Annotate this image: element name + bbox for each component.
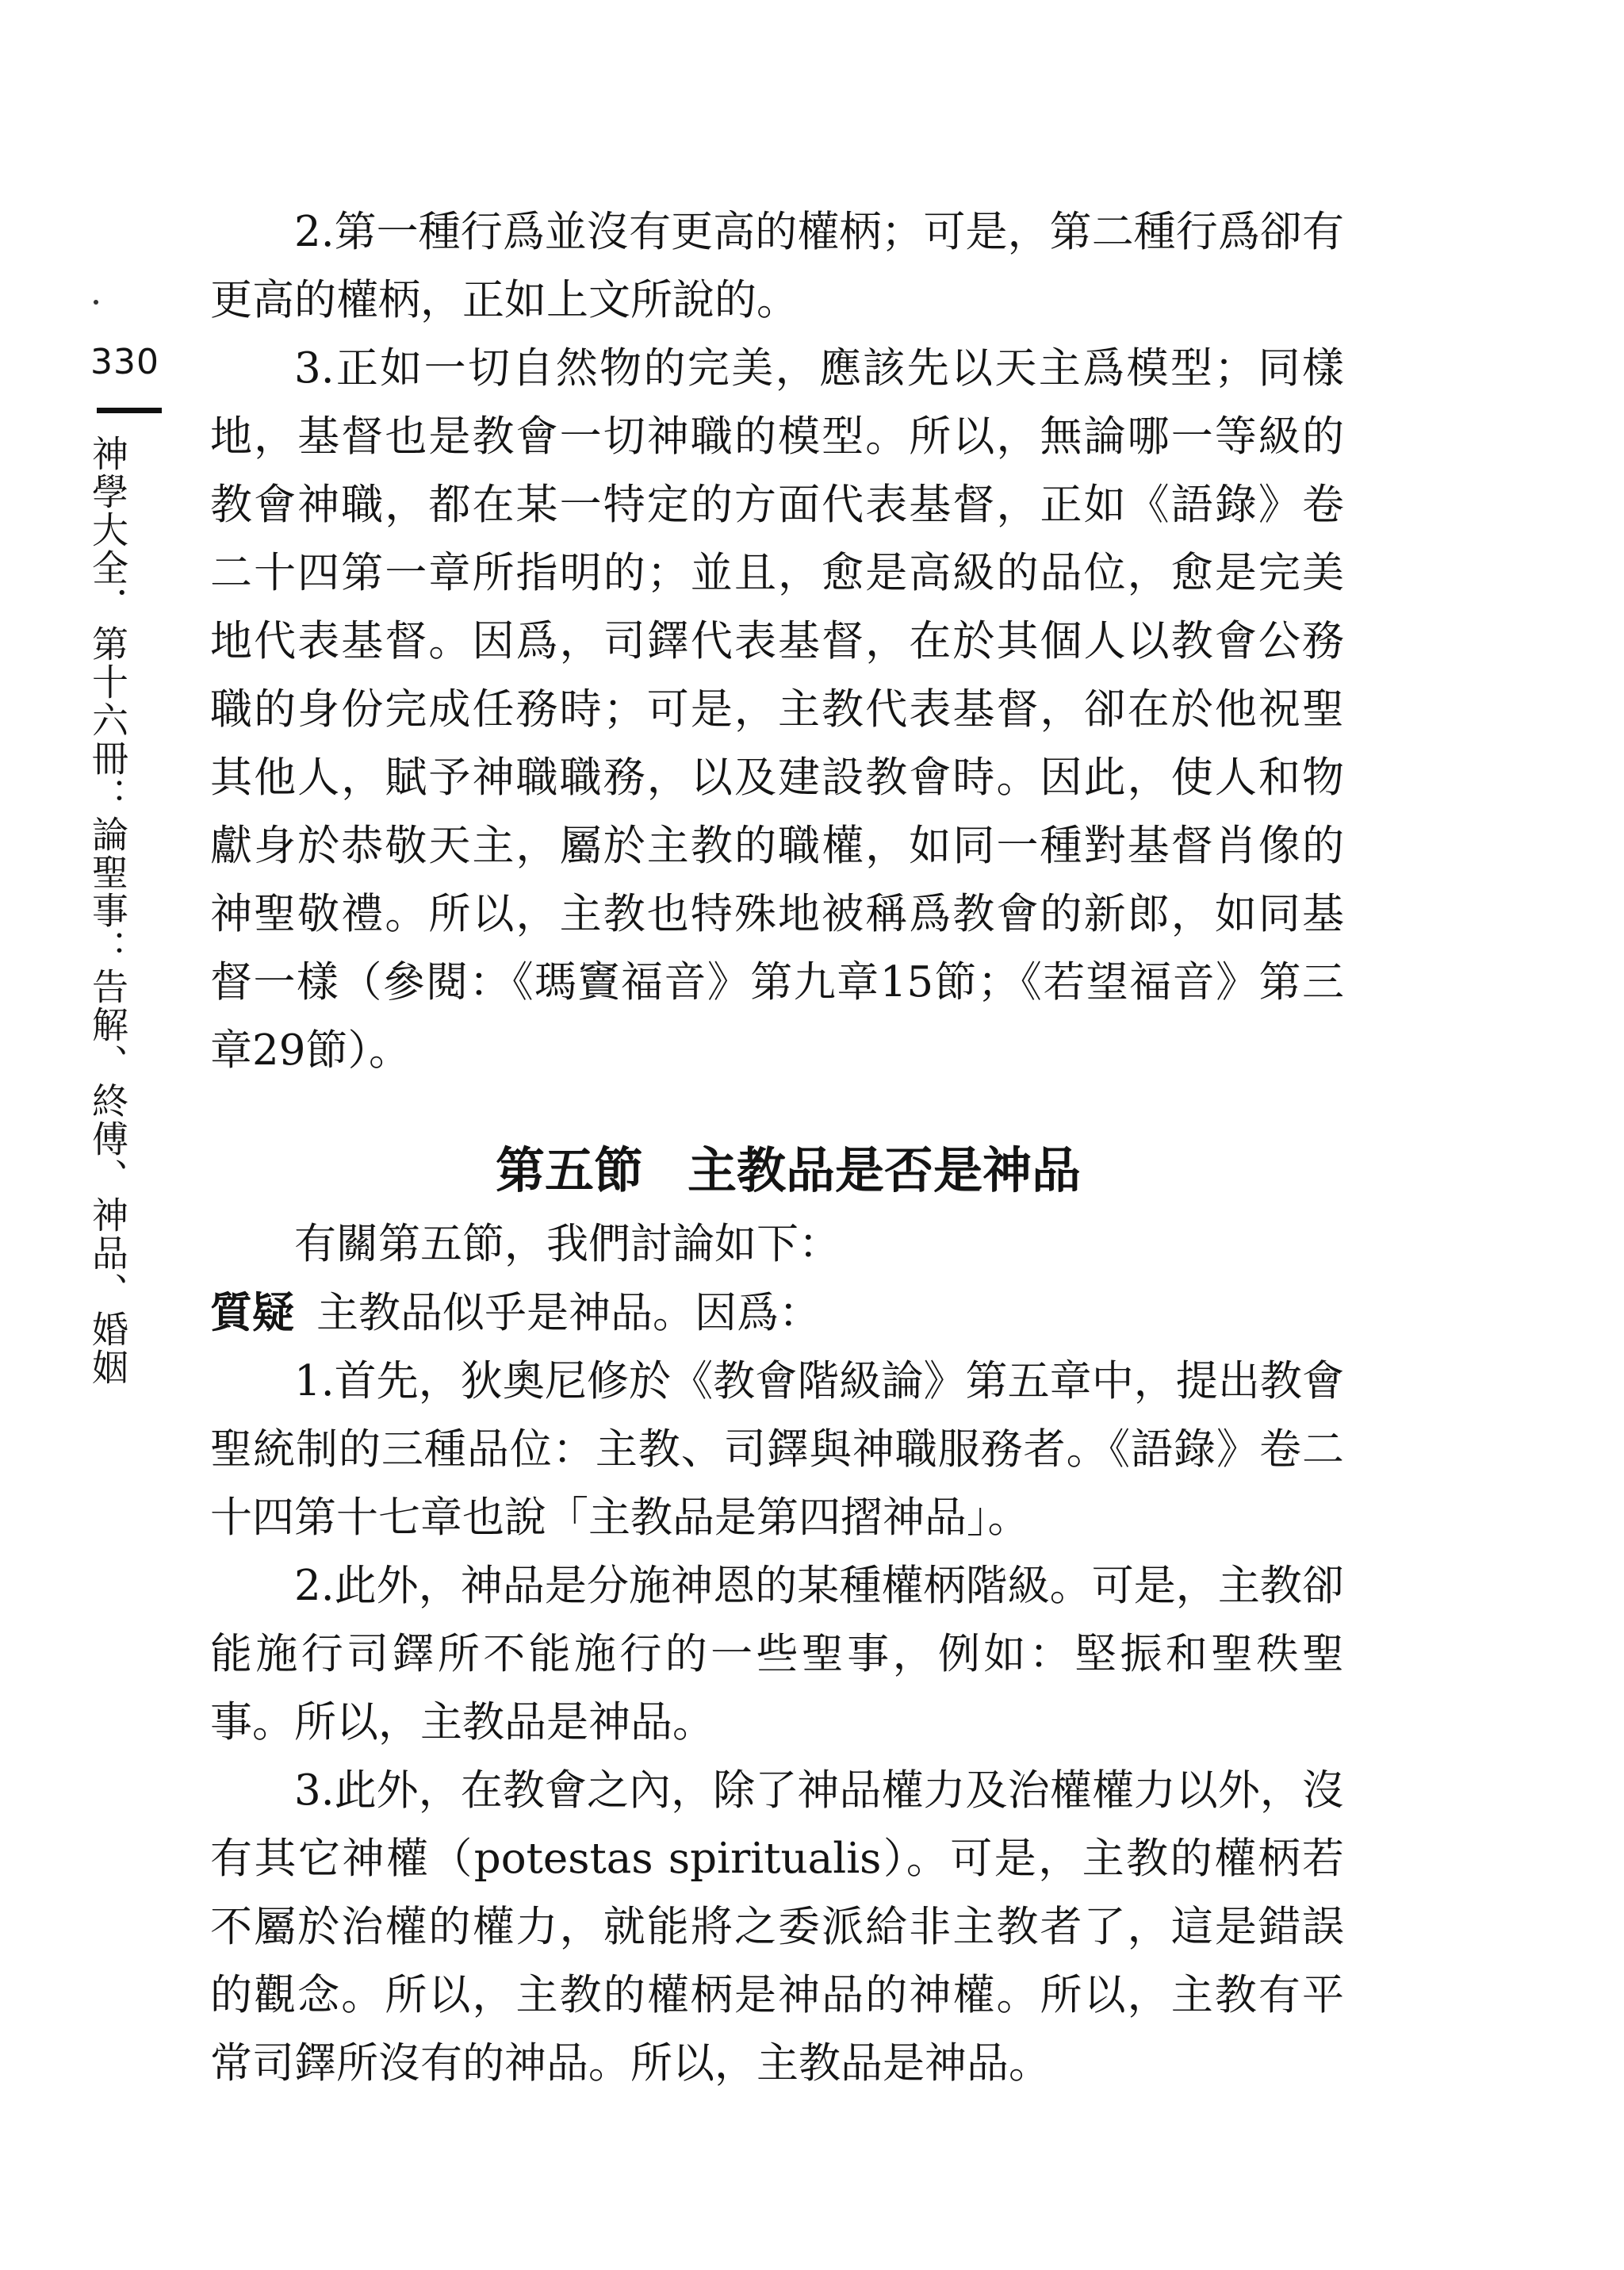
header-rule (97, 408, 162, 413)
margin-dot (94, 300, 98, 305)
objection-3: 3.此外，在教會之內，除了神品權力及治權權力以外，沒有其它神權（potestas spiritualis）。可是，主教的權柄若不屬於治權的權力，就能將之委派給非主教者了，這是錯誤的觀念。所以，主教的權柄是神品的神權。所以，主教有平常司鐸所沒有的神品。所以，主教品是神品。 (210, 1766, 1344, 2088)
running-header: 神學大全．第十六冊：論聖事：告解、終傅、神品、婚姻 (86, 435, 129, 1386)
objection-1: 1.首先，狄奧尼修於《教會階級論》第五章中，提出教會聖統制的三種品位：主教、司鐸與神職服務者。《語錄》卷二十四第十七章也說「主教品是第四摺神品」。 (210, 1357, 1344, 1542)
paragraph-top-2: 3.正如一切自然物的完美，應該先以天主爲模型；同樣地，基督也是教會一切神職的模型。所以，無論哪一等級的教會神職，都在某一特定的方面代表基督，正如《語錄》卷二十四第一章所指明的；並且，愈是高級的品位，愈是完美地代表基督。因爲，司鐸代表基督，在於其個人以教會公務職的身份完成任務時；可是，主教代表基督，卻在於他祝聖其他人，賦予神職職務，以及建設教會時。因此，使人和物獻身於恭敬天主，屬於主教的職權，如同一種對基督肖像的神聖敬禮。所以，主教也特殊地被稱爲教會的新郎，如同基督一樣（參閱：《瑪竇福音》第九章15節；《若望福音》第三章29節）。 (210, 344, 1344, 1075)
section-number: 第五節 (496, 1141, 644, 1199)
section-title: 主教品是否是神品 (688, 1141, 1082, 1199)
page-number: 330 (90, 342, 159, 382)
paragraph-top-1: 2.第一種行爲並沒有更高的權柄；可是，第二種行爲卻有更高的權柄，正如上文所說的。 (210, 208, 1344, 324)
objection-2: 2.此外，神品是分施神恩的某種權柄階級。可是，主教卻能施行司鐸所不能施行的一些聖事，例如：堅振和聖秩聖事。所以，主教品是神品。 (210, 1562, 1344, 1747)
question-text: 主教品似乎是神品。因爲： (316, 1289, 821, 1337)
body-text (210, 198, 1344, 2098)
question-label: 質疑 (210, 1288, 294, 1337)
section-heading (210, 1131, 1344, 1210)
question-paragraph (210, 1279, 1344, 1348)
intro-paragraph: 有關第五節，我們討論如下： (294, 1220, 841, 1268)
